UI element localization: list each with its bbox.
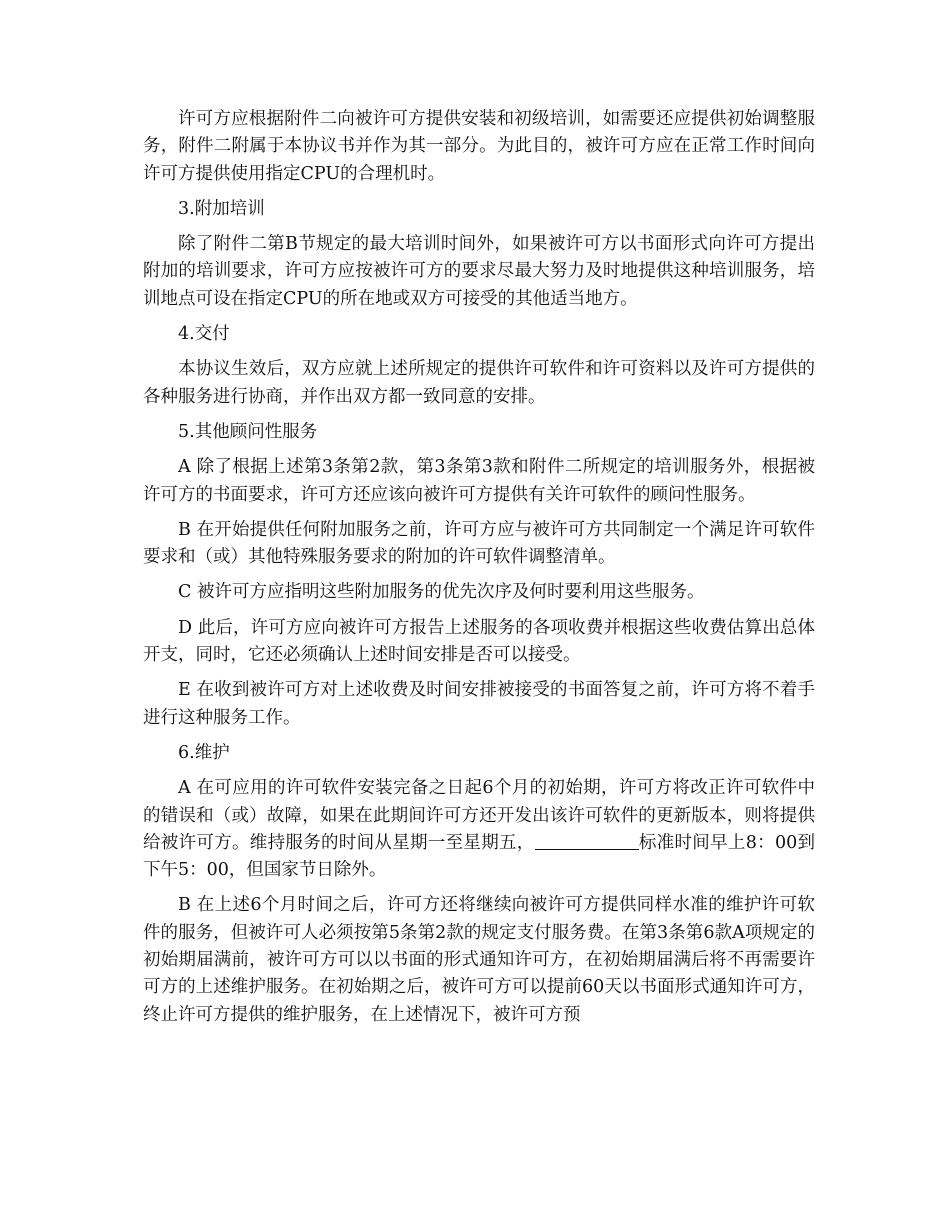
maintenance-a-text-after: 标准时间早上8：00到下午5：00，但国家节日除外。: [143, 832, 816, 881]
paragraph-consulting-a: A 除了根据上述第3条第2款，第3条第3款和附件二所规定的培训服务外，根据被许可方的书面要求，许可方还应该向被许可方提供有关许可软件的顾问性服务。: [143, 457, 815, 505]
heading-maintenance: 6.维护: [178, 742, 230, 763]
paragraph-installation-training: 许可方应根据附件二向被许可方提供安装和初级培训，如需要还应提供初始调整服务，附件二附属于本协议书并作为其一部分。为此目的，被许可方应在正常工作时间向许可方提供使用指定CPU的合理机时。: [143, 109, 815, 184]
heading-delivery: 4.交付: [178, 324, 230, 345]
paragraph-consulting-c: C 被许可方应指明这些附加服务的优先次序及何时要利用这些服务。: [178, 582, 705, 603]
maintenance-a-text-before: A 在可应用的许可软件安装完备之日起6个月的初始期，许可方将改正许可软件中的错误和（或）故障，如果在此期间许可方还开发出该许可软件的更新版本，则将提供给被许可方。维持服务的时间从星期一至星期五，: [143, 778, 815, 853]
document-page: [143, 106, 815, 1037]
heading-additional-training: 3.附加培训: [178, 198, 265, 219]
paragraph-consulting-e: E 在收到被许可方对上述收费及时间安排被接受的书面答复之前，许可方将不着手进行这种服务工作。: [143, 680, 815, 728]
paragraph-consulting-b: B 在开始提供任何附加服务之前，许可方应与被许可方共同制定一个满足许可软件要求和（或）其他特殊服务要求的附加的许可软件调整清单。: [143, 519, 815, 568]
fill-in-blank-line: [535, 831, 639, 850]
paragraph-consulting-d: D 此后，许可方应向被许可方报告上述服务的各项收费并根据这些收费估算出总体开支，同时，它还必须确认上述时间安排是否可以接受。: [143, 617, 815, 666]
paragraph-maintenance-b: B 在上述6个月时间之后，许可方还将继续向被许可方提供同样水准的维护许可软件的服务，但被许可人必须按第5条第2款的规定支付服务费。在第3条第6款A项规定的初始期届满前，被许可方可以以书面的形式通知许可方，在初始期届满后将不再需要许可方的上述维护服务。在初始期之后，被许可方可以提前60天以书面形式通知许可方，终止许可方提供的维护服务，在上述情况下，被许可方预: [143, 895, 815, 1025]
paragraph-maintenance-a: [143, 775, 815, 884]
paragraph-delivery: 本协议生效后，双方应就上述所规定的提供许可软件和许可资料以及许可方提供的各种服务进行协商，并作出双方都一致同意的安排。: [143, 359, 815, 407]
heading-consulting-services: 5.其他顾问性服务: [178, 421, 318, 442]
paragraph-additional-training: 除了附件二第B节规定的最大培训时间外，如果被许可方以书面形式向许可方提出附加的培训要求，许可方应按被许可方的要求尽最大努力及时地提供这种培训服务，培训地点可设在指定CPU的所在地或双方可接受的其他适当地方。: [143, 234, 815, 309]
